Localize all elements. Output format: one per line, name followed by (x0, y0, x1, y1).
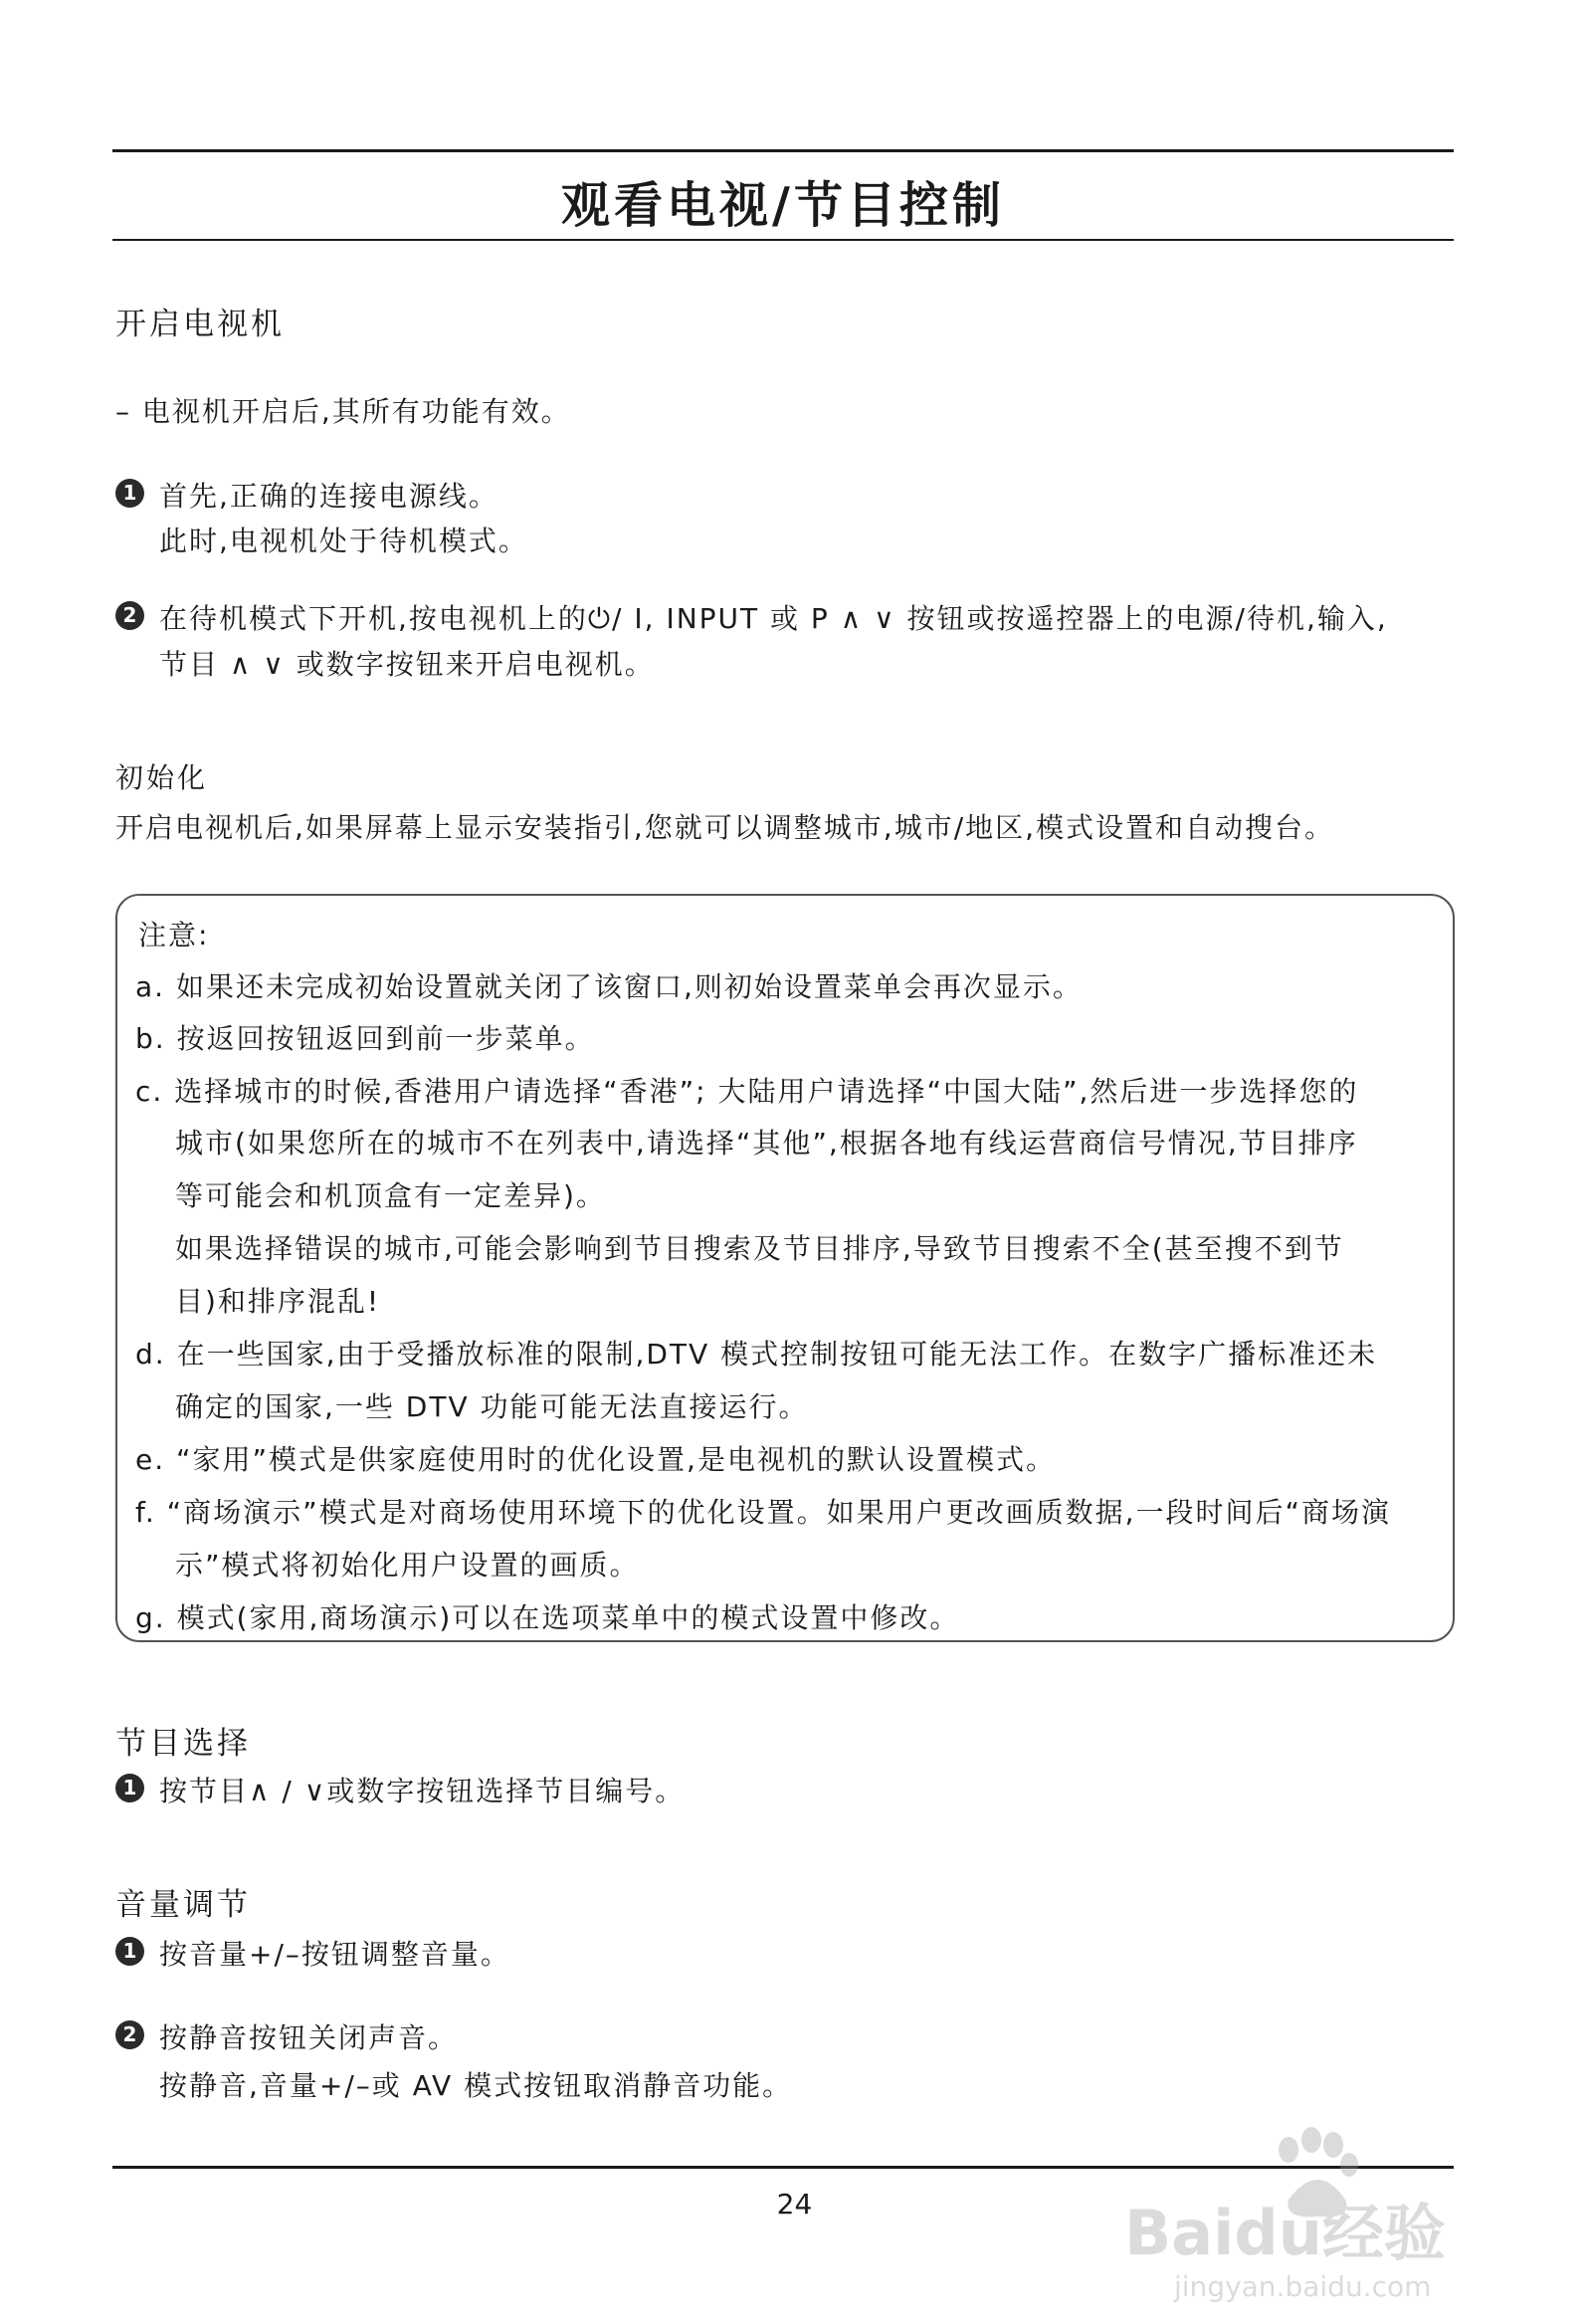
note-b: b. 按返回按钮返回到前一步菜单。 (135, 1022, 595, 1055)
notes-title: 注意: (138, 919, 210, 951)
power-step2-line2: 节目 ∧ ∨ 或数字按钮来开启电视机。 (159, 648, 655, 681)
step-number-badge: 2 (115, 601, 144, 630)
note-f-line2: 示”模式将初始化用户设置的画质。 (175, 1549, 640, 1582)
note-d-line2: 确定的国家,一些 DTV 功能可能无法直接运行。 (175, 1390, 809, 1423)
note-e: e. “家用”模式是供家庭使用时的优化设置,是电视机的默认设置模式。 (135, 1443, 1056, 1476)
power-step1-line1: 首先,正确的连接电源线。 (159, 480, 498, 513)
program-step1: 按节目∧ / ∨或数字按钮选择节目编号。 (159, 1775, 686, 1807)
note-f-line1: f. “商场演示”模式是对商场使用环境下的优化设置。如果用户更改画质数据,一段时间后“商场演 (135, 1496, 1392, 1529)
section-heading-power: 开启电视机 (115, 307, 285, 342)
page-title: 观看电视/节目控制 (561, 177, 1005, 234)
watermark-url: jingyan.baidu.com (1174, 2270, 1432, 2303)
section-heading-program: 节目选择 (115, 1726, 251, 1762)
step-number-badge: 1 (115, 1774, 144, 1802)
title-bottom-rule (112, 239, 1454, 241)
section-heading-volume: 音量调节 (115, 1887, 251, 1923)
note-c-line5: 目)和排序混乱! (175, 1285, 381, 1318)
volume-step2-line1: 按静音按钮关闭声音。 (159, 2021, 459, 2054)
watermark-brand: Baidu经验 (1124, 2197, 1446, 2269)
title-top-rule (112, 149, 1454, 152)
note-d-line1: d. 在一些国家,由于受播放标准的限制,DTV 模式控制按钮可能无法工作。在数字广播标准还未 (135, 1338, 1378, 1371)
note-c-line1: c. 选择城市的时候,香港用户请选择“香港”; 大陆用户请选择“中国大陆”,然后进一步选择您的 (135, 1075, 1359, 1108)
power-step1-line2: 此时,电视机处于待机模式。 (159, 525, 528, 557)
power-intro: – 电视机开启后,其所有功能有效。 (115, 395, 571, 428)
step-number-badge: 1 (115, 479, 144, 508)
page-number: 24 (776, 2188, 813, 2220)
step-number-badge: 2 (115, 2020, 144, 2049)
step-number-badge: 1 (115, 1937, 144, 1966)
note-c-line3: 等可能会和机顶盒有一定差异)。 (175, 1179, 606, 1212)
power-step2-line1: 在待机模式下开机,按电视机上的⏻/ I, INPUT 或 P ∧ ∨ 按钮或按遥控器上的电源/待机,输入, (159, 602, 1388, 635)
note-a: a. 如果还未完成初始设置就关闭了该窗口,则初始设置菜单会再次显示。 (135, 970, 1083, 1003)
note-c-line2: 城市(如果您所在的城市不在列表中,请选择“其他”,根据各地有线运营商信号情况,节目排序 (175, 1127, 1358, 1160)
section-heading-init: 初始化 (115, 761, 209, 794)
volume-step2-line2: 按静音,音量+/–或 AV 模式按钮取消静音功能。 (159, 2069, 793, 2102)
note-g: g. 模式(家用,商场演示)可以在选项菜单中的模式设置中修改。 (135, 1601, 960, 1634)
baidu-watermark-logo (1114, 2105, 1492, 2304)
volume-step1: 按音量+/–按钮调整音量。 (159, 1938, 510, 1971)
note-c-line4: 如果选择错误的城市,可能会影响到节目搜索及节目排序,导致节目搜索不全(甚至搜不到节 (175, 1232, 1344, 1265)
init-text: 开启电视机后,如果屏幕上显示安装指引,您就可以调整城市,城市/地区,模式设置和自动搜台。 (115, 811, 1335, 844)
